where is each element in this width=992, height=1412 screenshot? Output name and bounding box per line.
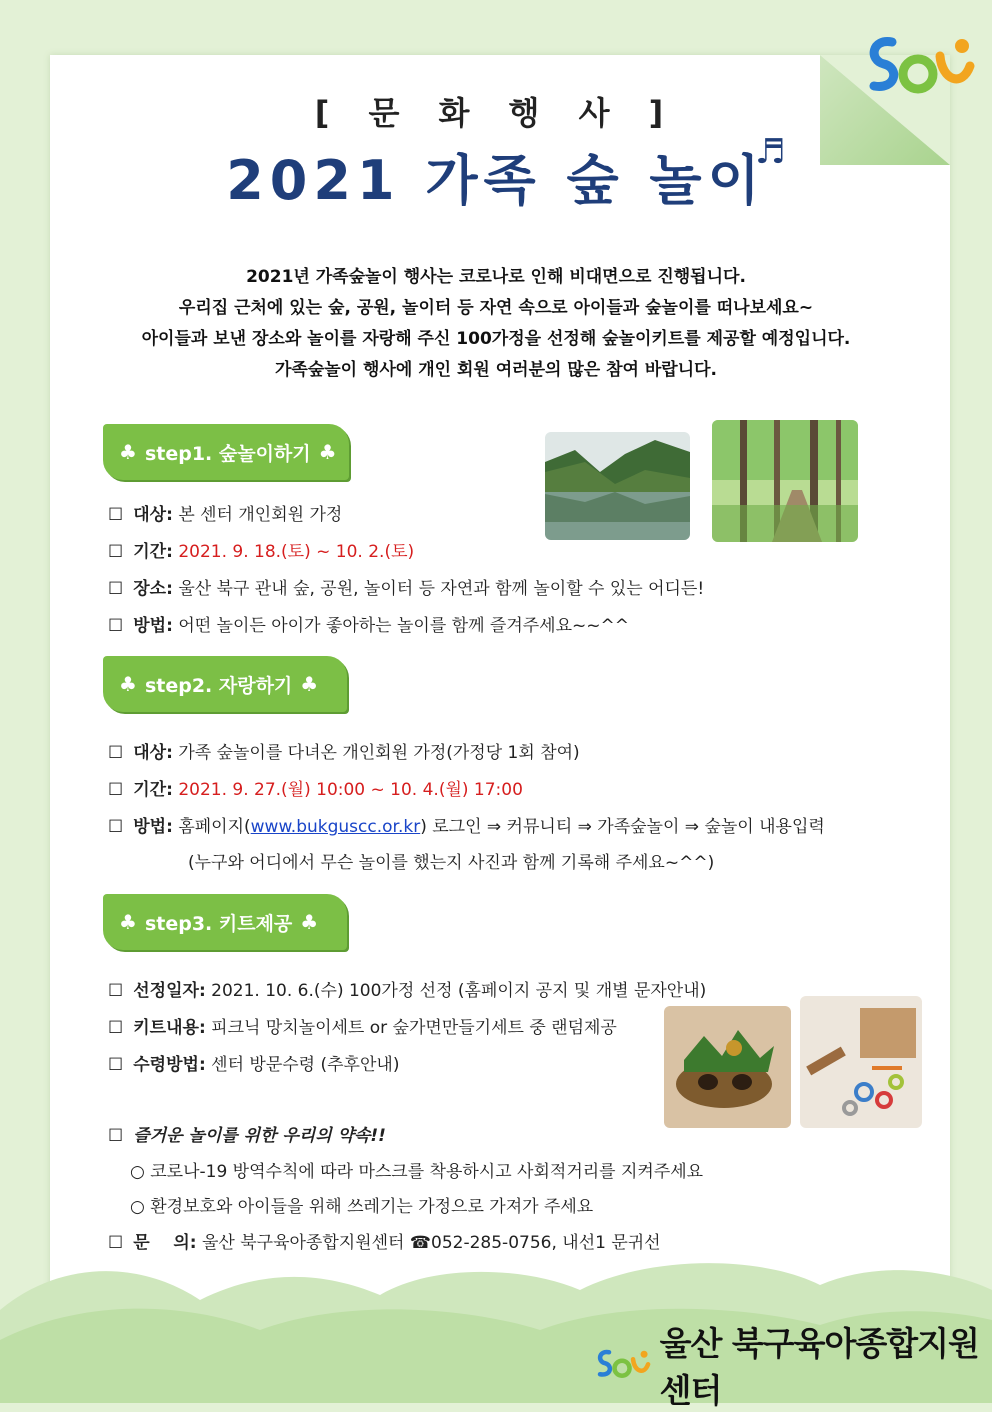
step2-item-period: ☐ 기간: 2021. 9. 27.(월) 10:00 ~ 10. 4.(월) 17:00	[108, 780, 523, 800]
promise-item: ○ 환경보호와 아이들을 위해 쓰레기는 가정으로 가져가 주세요	[130, 1197, 594, 1217]
homepage-link[interactable]: www.bukguscc.or.kr	[250, 817, 421, 837]
step3-banner	[103, 894, 347, 950]
step1-item-place: ☐ 장소: 울산 북구 관내 숲, 공원, 놀이터 등 자연과 함께 놀이할 수 있는 어디든!	[108, 579, 705, 599]
center-logo-icon	[594, 1339, 652, 1391]
footer-logo	[594, 1318, 992, 1412]
intro-line: 가족숲놀이 행사에 개인 회원 여러분의 많은 참여 바랍니다.	[274, 360, 717, 380]
hammer-kit-photo	[800, 996, 922, 1128]
step2-item-method: ☐ 방법: 홈페이지(www.bukguscc.or.kr) 로그인 ⇒ 커뮤니티 ⇒ 가족숲놀이 ⇒ 숲놀이 내용입력	[108, 817, 825, 837]
page-title: 2021 가족 숲 놀이	[226, 149, 766, 212]
forest-path-photo	[712, 420, 858, 542]
step3-item-date: ☐ 선정일자: 2021. 10. 6.(수) 100가정 선정 (홈페이지 공지 및 개별 문자안내)	[108, 981, 707, 1001]
intro-line: 아이들과 보낸 장소와 놀이를 자랑해 주신 100가정을 선정해 숲놀이키트를 제공할 예정입니다.	[141, 329, 851, 349]
step3-item-kit: ☐ 키트내용: 피크닉 망치놀이세트 or 숲가면만들기세트 중 랜덤제공	[108, 1018, 617, 1038]
club-icon: ♣	[300, 910, 319, 934]
promise-title: 즐거운 놀이를 위한 우리의 약속!!	[133, 1126, 386, 1146]
intro-line: 우리집 근처에 있는 숲, 공원, 놀이터 등 자연 속으로 아이들과 숲놀이를 떠나보세요~	[178, 298, 814, 318]
step2-extra-note: (누구와 어디에서 무슨 놀이를 했는지 사진과 함께 기록해 주세요~^^)	[188, 853, 715, 873]
step1-item-period: ☐ 기간: 2021. 9. 18.(토) ~ 10. 2.(토)	[108, 542, 415, 562]
step1-label: step1. 숲놀이하기	[144, 442, 311, 465]
step3-label: step3. 키트제공	[144, 912, 293, 935]
step1-item-method: ☐ 방법: 어떤 놀이든 아이가 좋아하는 놀이를 함께 즐겨주세요~~^^	[108, 616, 629, 636]
step1-item-target: ☐ 대상: 본 센터 개인회원 가정	[108, 505, 343, 525]
footer-org-name: 울산 북구육아종합지원센터	[659, 1324, 979, 1410]
step3-item-pickup: ☐ 수령방법: 센터 방문수령 (추후안내)	[108, 1055, 400, 1075]
event-category: [ 문 화 행 사 ]	[314, 94, 678, 132]
promise-title-row: ☐ 즐거운 놀이를 위한 우리의 약속!!	[108, 1126, 386, 1146]
intro-text	[80, 262, 912, 386]
step2-label: step2. 자랑하기	[144, 674, 293, 697]
forest-mask-photo	[664, 1006, 791, 1128]
step2-item-target: ☐ 대상: 가족 숲놀이를 다녀온 개인회원 가정(가정당 1회 참여)	[108, 743, 580, 763]
promise-item: ○ 코로나-19 방역수칙에 따라 마스크를 착용하시고 사회적거리를 지켜주세요	[130, 1162, 704, 1182]
music-note-icon: ♬	[755, 132, 786, 172]
club-icon: ♣	[318, 440, 337, 464]
club-icon: ♣	[119, 440, 137, 464]
intro-line: 2021년 가족숲놀이 행사는 코로나로 인해 비대면으로 진행됩니다.	[246, 267, 746, 287]
club-icon: ♣	[119, 910, 137, 934]
step2-banner	[103, 656, 347, 712]
contact-row: ☐ 문 의: 울산 북구육아종합지원센터 ☎052-285-0756, 내선1 문귀선	[108, 1233, 661, 1253]
club-icon: ♣	[119, 672, 137, 696]
club-icon: ♣	[300, 672, 319, 696]
lake-photo	[545, 432, 690, 540]
step1-banner	[103, 424, 349, 480]
